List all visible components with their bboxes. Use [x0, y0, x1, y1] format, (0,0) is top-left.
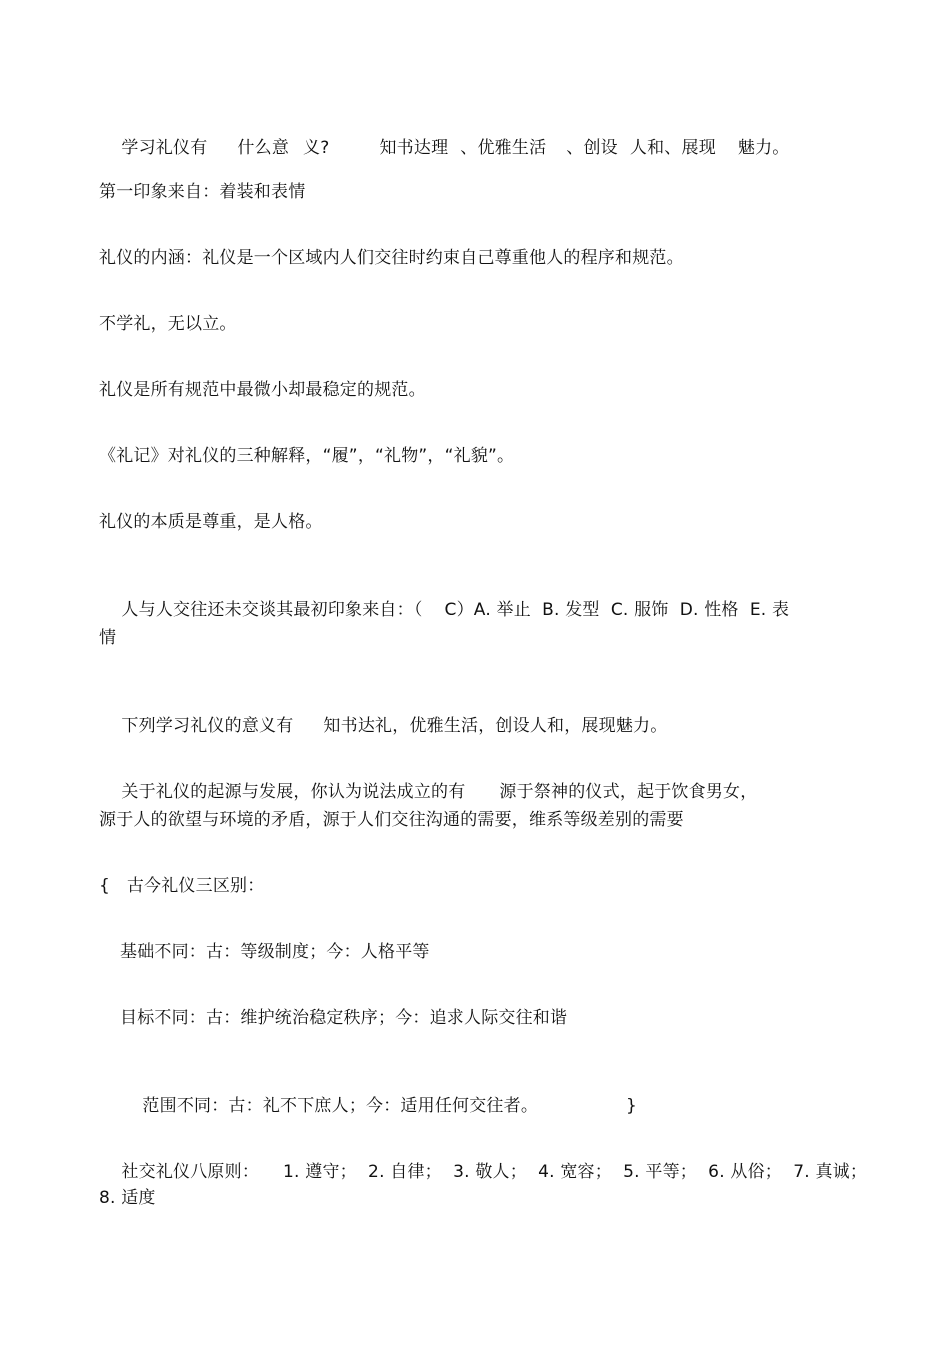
text-line-meaning	[99, 115, 790, 181]
text-fragment: }	[626, 1096, 638, 1116]
text-fragment: 1. 遵守； 2. 自律； 3. 敬人； 4. 宽容； 5. 平等； 6. 从俗； 7. 真诚；	[283, 1162, 868, 1182]
text-line-goal-difference: 目标不同：古：维护统治稳定秩序；今：追求人际交往和谐	[120, 1008, 568, 1028]
text-line-liji: 《礼记》对礼仪的三种解释，“履”，“礼物”，“礼貌”。	[99, 446, 515, 466]
text-line-origin-continued: 源于人的欲望与环境的矛盾，源于人们交往沟通的需要，维系等级差别的需要	[99, 810, 684, 830]
text-line-etiquette-meaning: 礼仪的内涵：礼仪是一个区域内人们交往时约束自己尊重他人的程序和规范。	[99, 248, 684, 268]
text-fragment: 义?	[303, 138, 330, 158]
text-fragment: 知书达礼，优雅生活，创设人和，展现魅力。	[323, 716, 668, 736]
text-line-question	[99, 577, 789, 643]
text-fragment: 社交礼仪八原则：	[121, 1162, 260, 1182]
text-line-learning-meaning	[99, 693, 667, 759]
text-fragment: 源于祭神的仪式，起于饮食男女，	[499, 782, 758, 802]
text-fragment: 魅力。	[737, 138, 790, 158]
text-line-question-continued: 情	[99, 628, 117, 648]
text-fragment: 、优雅生活	[460, 138, 547, 158]
text-line-first-impression: 第一印象来自：着装和表情	[99, 182, 306, 202]
text-line-differences-heading: { 古今礼仪三区别：	[99, 876, 265, 896]
text-line-principles-continued: 8. 适度	[99, 1188, 156, 1208]
text-fragment: 下列学习礼仪的意义有	[121, 716, 294, 736]
text-fragment: 范围不同：古：礼不下庶人；今：适用任何交往者。	[142, 1096, 539, 1116]
text-fragment: 、创设	[566, 138, 618, 158]
text-line-scope-difference	[120, 1073, 637, 1139]
text-fragment: 知书达理	[379, 138, 449, 158]
text-fragment: 人与人交往还未交谈其最初印象来自：（	[121, 600, 423, 620]
text-line-essence: 礼仪的本质是尊重，是人格。	[99, 512, 323, 532]
text-fragment: 学习礼仪有	[121, 138, 208, 158]
text-line-basis-difference: 基础不同：古：等级制度；今：人格平等	[120, 942, 430, 962]
text-fragment: 人和、展现	[629, 138, 716, 158]
text-line-principles	[99, 1139, 867, 1205]
text-fragment: 什么意	[237, 138, 290, 158]
text-line-quote: 不学礼，无以立。	[99, 314, 237, 334]
text-fragment: C）A. 举止 B. 发型 C. 服饰 D. 性格 E. 表	[444, 600, 790, 620]
text-fragment: 关于礼仪的起源与发展，你认为说法成立的有	[121, 782, 466, 802]
text-line-norms: 礼仪是所有规范中最微小却最稳定的规范。	[99, 380, 426, 400]
